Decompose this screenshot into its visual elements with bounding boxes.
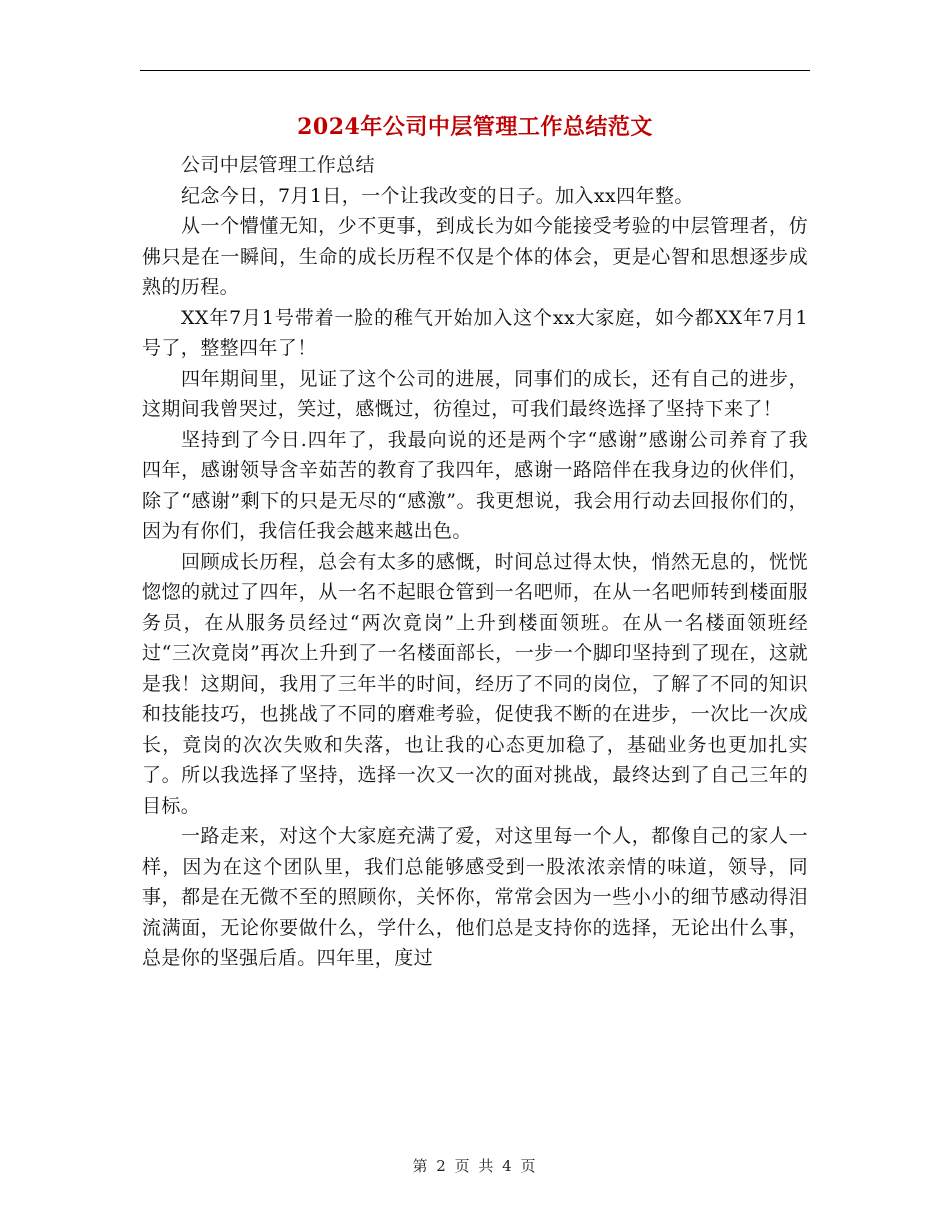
header-rule (140, 70, 810, 71)
paragraph: 从一个懵懂无知，少不更事，到成长为如今能接受考验的中层管理者，仿佛只是在一瞬间，生命的成长历程不仅是个体的体会，更是心智和思想逐步成熟的历程。 (142, 215, 808, 298)
page-number: 第 2 页 共 4 页 (412, 1157, 538, 1175)
paragraph: 四年期间里，见证了这个公司的进展，同事们的成长，还有自己的进步，这期间我曾哭过，笑过，感慨过，彷徨过，可我们最终选择了坚持下来了！ (142, 367, 808, 420)
paragraph: 公司中层管理工作总结 (180, 154, 375, 176)
paragraph: XX年7月1号带着一脸的稚气开始加入这个xx大家庭，如今都XX年7月1号了，整整四年了！ (142, 306, 808, 359)
paragraph: 坚持到了今日.四年了，我最向说的还是两个字“感谢”感谢公司养育了我四年，感谢领导含辛茹苦的教育了我四年，感谢一路陪伴在我身边的伙伴们，除了“感谢”剩下的只是无尽的“感激”。我更想说，我会用行动去回报你们的，因为有你们，我信任我会越来越出色。 (142, 428, 808, 542)
document-body (142, 150, 808, 974)
paragraph: 回顾成长历程，总会有太多的感慨，时间总过得太快，悄然无息的，恍恍惚惚的就过了四年，从一名不起眼仓管到一名吧师，在从一名吧师转到楼面服务员，在从服务员经过“两次竟岗”上升到楼面领班。在从一名楼面领班经过“三次竟岗”再次上升到了一名楼面部长，一步一个脚印坚持到了现在，这就是我！这期间，我用了三年半的时间，经历了不同的岗位，了解了不同的知识和技能技巧，也挑战了不同的磨难考验，促使我不断的在进步，一次比一次成长，竟岗的次次失败和失落，也让我的心态更加稳了，基础业务也更加扎实了。所以我选择了坚持，选择一次又一次的面对挑战，最终达到了自己三年的目标。 (142, 550, 808, 817)
document-title: 2024年公司中层管理工作总结范文 (297, 114, 653, 140)
paragraph: 纪念今日，7月1日，一个让我改变的日子。加入xx四年整。 (180, 184, 694, 207)
paragraph: 一路走来，对这个大家庭充满了爱，对这里每一个人，都像自己的家人一样，因为在这个团队里，我们总能够感受到一股浓浓亲情的味道，领导，同事，都是在无微不至的照顾你，关怀你，常常会因为一些小小的细节感动得泪流满面，无论你要做什么，学什么，他们总是支持你的选择，无论出什么事，总是你的坚强后盾。四年里，度过 (142, 825, 808, 969)
